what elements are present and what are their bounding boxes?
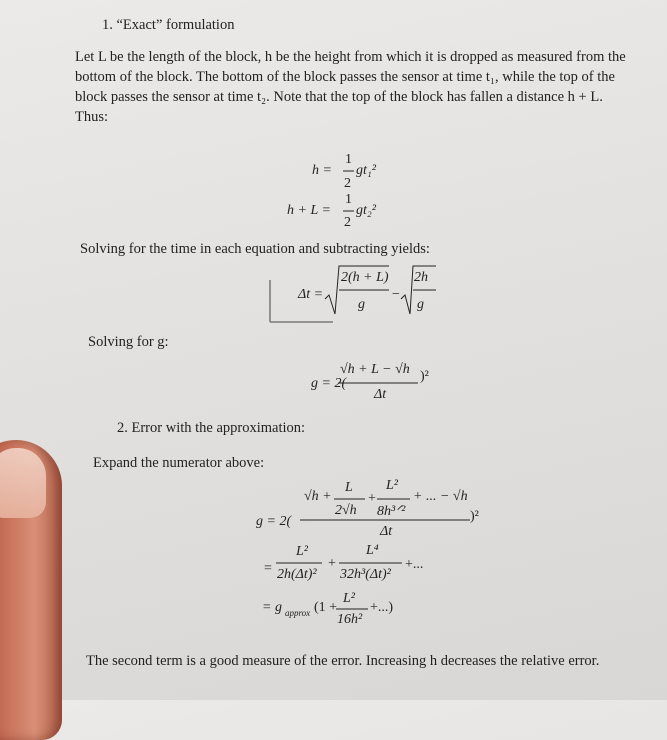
paragraph-line-4: Thus: (75, 109, 109, 125)
paragraph-line-2: bottom of the block. The bottom of the block passes the sensor at time t₁, while the top of the (75, 69, 615, 85)
solving-g-text: Solving for g: (88, 334, 169, 350)
paragraph-line-3: block passes the sensor at time t₂. Note that the top of the block has fallen a distance h + L. (75, 89, 603, 105)
section-1-heading: 1. “Exact” formulation (102, 17, 235, 33)
expand-text: Expand the numerator above: (93, 455, 265, 471)
section-2-heading: 2. Error with the approximation: (117, 420, 306, 436)
conclusion-text: The second term is a good measure of the error. Increasing h decreases the relative error. (86, 653, 600, 669)
paragraph-line-1: Let L be the length of the block, h be the height from which it is dropped as measured from the (75, 49, 626, 65)
handwritten-box-mark (270, 280, 333, 322)
solving-time-text: Solving for the time in each equation and subtracting yields: (80, 241, 430, 257)
